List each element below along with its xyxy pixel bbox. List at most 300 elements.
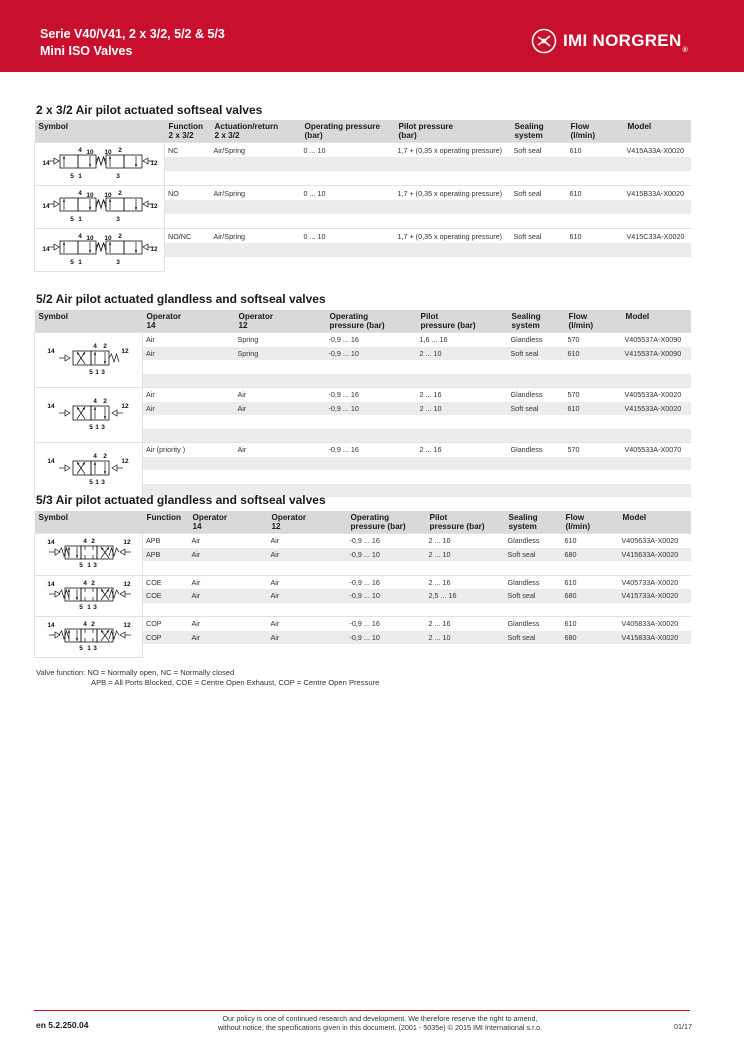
cell-flow: 680 xyxy=(562,631,619,645)
col-flow-text: Flow (l/min) xyxy=(568,312,594,330)
empty-cell xyxy=(395,214,511,229)
valve-function-notes xyxy=(36,668,379,688)
port-14-label: 14 xyxy=(46,403,55,410)
port-1-label: 1 xyxy=(86,645,91,652)
port-4-label: 4 xyxy=(77,147,82,154)
col-model: Model xyxy=(624,120,691,143)
empty-cell xyxy=(235,374,326,388)
cell-model: V415537A-X0090 xyxy=(622,347,691,361)
port-12-label: 12 xyxy=(122,622,131,629)
empty-cell xyxy=(268,561,347,575)
empty-cell xyxy=(268,644,347,658)
cell-operating: -0,9 ... 10 xyxy=(347,548,426,562)
empty-cell xyxy=(395,257,511,271)
empty-cell xyxy=(567,171,624,186)
valve-symbol-53 xyxy=(39,576,139,614)
port-3-label: 3 xyxy=(100,369,105,376)
cell-pilot: 1,7 + (0,35 x operating pressure) xyxy=(395,143,511,158)
table-header-row xyxy=(35,511,691,534)
valve-symbol-cell xyxy=(35,388,143,443)
port-12-label: 12 xyxy=(120,457,129,465)
col-operating-pressure xyxy=(347,511,426,534)
col-op14-text: Operator 14 xyxy=(146,312,182,330)
empty-cell xyxy=(417,470,508,484)
port-5-label: 5 xyxy=(88,369,93,376)
cell-sealing: Soft seal xyxy=(505,548,562,562)
port-2-label: 2 xyxy=(117,147,122,154)
cell-pilot: 1,7 + (0,35 x operating pressure) xyxy=(395,186,511,201)
cell-op14: Air xyxy=(189,534,268,548)
valve-symbol-53 xyxy=(39,617,139,655)
table-row xyxy=(35,534,691,548)
empty-cell xyxy=(417,374,508,388)
port-3-label: 3 xyxy=(115,173,120,180)
empty-cell xyxy=(326,484,417,498)
table-header-row xyxy=(35,310,691,333)
cell-model: V405533A-X0070 xyxy=(622,443,691,457)
cell-operating: 0 ... 10 xyxy=(301,229,395,244)
col-operating-pressure xyxy=(326,310,417,333)
cell-op12: Air xyxy=(268,548,347,562)
empty-cell xyxy=(567,214,624,229)
port-4-label: 4 xyxy=(82,621,87,628)
port-14-label: 14 xyxy=(41,160,50,167)
empty-cell xyxy=(235,429,326,443)
empty-cell xyxy=(622,374,691,388)
empty-cell xyxy=(508,360,565,374)
empty-cell xyxy=(326,374,417,388)
norgren-emblem-icon xyxy=(531,28,557,54)
valve-symbol-52 xyxy=(41,339,137,379)
cell-operating: 0 ... 10 xyxy=(301,143,395,158)
cell-flow: 610 xyxy=(567,143,624,158)
cell-op12: Spring xyxy=(235,347,326,361)
cell-op14: Air (priority ) xyxy=(143,443,235,457)
empty-cell xyxy=(235,415,326,429)
empty-cell xyxy=(622,457,691,471)
cell-operating: -0,9 ... 10 xyxy=(347,631,426,645)
cell-model: V415C33A-X0020 xyxy=(624,229,691,244)
cell-op12: Air xyxy=(268,575,347,589)
table-row xyxy=(35,575,691,589)
empty-cell xyxy=(347,644,426,658)
cell-model: V415533A-X0020 xyxy=(622,402,691,416)
empty-cell xyxy=(143,415,235,429)
empty-cell xyxy=(508,484,565,498)
empty-cell xyxy=(301,243,395,257)
empty-cell xyxy=(417,415,508,429)
col-pilot-pressure xyxy=(426,511,505,534)
valve-symbol-cell xyxy=(35,534,143,576)
empty-cell xyxy=(622,484,691,498)
cell-pilot: 2 ... 16 xyxy=(426,534,505,548)
empty-cell xyxy=(165,257,211,271)
col-operator-12 xyxy=(268,511,347,534)
spec-table-2x32 xyxy=(34,120,691,272)
empty-cell xyxy=(624,257,691,271)
valve-symbol-cell xyxy=(35,186,165,229)
cell-sealing: Soft seal xyxy=(508,347,565,361)
port-10-label: 10 xyxy=(85,192,94,199)
port-1-label: 1 xyxy=(77,216,82,223)
col-symbol: Symbol xyxy=(35,120,165,143)
port-4-label: 4 xyxy=(82,579,87,587)
col-actuation-text: Actuation/return 2 x 3/2 xyxy=(214,122,279,140)
col-op12-text: Operator 12 xyxy=(238,312,274,330)
col-sealing-text: Sealing system xyxy=(511,312,541,330)
page-number: 01/17 xyxy=(674,1022,692,1031)
port-12-label: 12 xyxy=(149,246,158,253)
cell-model: V415733A-X0020 xyxy=(619,589,691,603)
table-row xyxy=(35,143,691,158)
valve-symbol-cell xyxy=(35,143,165,186)
cell-op14: Air xyxy=(143,402,235,416)
port-2-label: 2 xyxy=(102,398,107,405)
cell-function: COP xyxy=(143,617,189,631)
cell-function: APB xyxy=(143,548,189,562)
cell-sealing: Glandless xyxy=(508,333,565,347)
empty-cell xyxy=(562,561,619,575)
port-1-label: 1 xyxy=(94,478,99,486)
port-5-label: 5 xyxy=(88,424,93,431)
empty-cell xyxy=(508,429,565,443)
cell-pilot: 2 ... 16 xyxy=(417,388,508,402)
empty-cell xyxy=(395,171,511,186)
spec-table-52 xyxy=(34,310,691,498)
cell-actuation: Air/Spring xyxy=(211,186,301,201)
empty-cell xyxy=(165,214,211,229)
cell-operating: -0,9 ... 10 xyxy=(347,589,426,603)
cell-op14: Air xyxy=(143,388,235,402)
empty-cell xyxy=(622,470,691,484)
table-row xyxy=(35,186,691,201)
cell-model: V415B33A-X0020 xyxy=(624,186,691,201)
empty-cell xyxy=(567,257,624,271)
port-10-label: 10 xyxy=(103,149,112,156)
col-operator-14 xyxy=(189,511,268,534)
cell-op12: Air xyxy=(268,617,347,631)
col-operating-text: Operating pressure (bar) xyxy=(304,122,381,140)
empty-cell xyxy=(211,214,301,229)
valve-symbol-cell xyxy=(35,333,143,388)
table-row xyxy=(35,443,691,457)
cell-pilot: 2 ... 16 xyxy=(426,617,505,631)
note-no-nc: Valve function: NO = Normally open, NC = Normally closed xyxy=(36,668,235,677)
cell-flow: 570 xyxy=(565,333,622,347)
col-pilot-pressure xyxy=(395,120,511,143)
empty-cell xyxy=(511,257,567,271)
empty-cell xyxy=(511,243,567,257)
empty-cell xyxy=(567,200,624,214)
empty-cell xyxy=(567,157,624,171)
empty-cell xyxy=(395,157,511,171)
empty-cell xyxy=(189,561,268,575)
cell-operating: 0 ... 10 xyxy=(301,186,395,201)
empty-cell xyxy=(426,603,505,617)
empty-cell xyxy=(143,360,235,374)
empty-cell xyxy=(189,644,268,658)
empty-cell xyxy=(143,374,235,388)
section-title-2x32: 2 x 3/2 Air pilot actuated softseal valves xyxy=(36,103,263,117)
empty-cell xyxy=(565,429,622,443)
policy-statement xyxy=(170,1014,590,1032)
empty-cell xyxy=(619,603,691,617)
empty-cell xyxy=(326,470,417,484)
port-5-label: 5 xyxy=(69,173,74,180)
empty-cell xyxy=(619,644,691,658)
empty-cell xyxy=(301,214,395,229)
valve-symbol-cell xyxy=(35,229,165,272)
valve-symbol-cell xyxy=(35,443,143,498)
spec-table-53 xyxy=(34,511,691,658)
empty-cell xyxy=(565,470,622,484)
empty-cell xyxy=(511,214,567,229)
empty-cell xyxy=(565,360,622,374)
empty-cell xyxy=(624,243,691,257)
cell-flow: 610 xyxy=(565,402,622,416)
port-12-label: 12 xyxy=(149,160,158,167)
empty-cell xyxy=(567,243,624,257)
cell-flow: 680 xyxy=(562,548,619,562)
cell-operating: -0,9 ... 16 xyxy=(347,534,426,548)
port-14-label: 14 xyxy=(46,580,55,588)
empty-cell xyxy=(326,457,417,471)
port-12-label: 12 xyxy=(149,203,158,210)
cell-actuation: Air/Spring xyxy=(211,229,301,244)
empty-cell xyxy=(624,157,691,171)
port-10-label: 10 xyxy=(103,235,112,242)
port-3-label: 3 xyxy=(115,259,120,266)
cell-op14: Air xyxy=(189,589,268,603)
empty-cell xyxy=(326,360,417,374)
col-model: Model xyxy=(619,511,691,534)
empty-cell xyxy=(426,644,505,658)
empty-cell xyxy=(211,157,301,171)
col-sealing xyxy=(508,310,565,333)
empty-cell xyxy=(268,603,347,617)
cell-sealing: Soft seal xyxy=(505,631,562,645)
empty-cell xyxy=(235,360,326,374)
cell-op12: Air xyxy=(268,534,347,548)
port-1-label: 1 xyxy=(86,562,91,570)
title-product: Mini ISO Valves xyxy=(40,44,133,58)
cell-op12: Air xyxy=(235,402,326,416)
empty-cell xyxy=(165,200,211,214)
empty-cell xyxy=(505,644,562,658)
port-5-label: 5 xyxy=(78,603,83,611)
port-2-label: 2 xyxy=(117,190,122,197)
cell-model: V405533A-X0020 xyxy=(622,388,691,402)
valve-symbol-52 xyxy=(41,394,137,434)
cell-flow: 610 xyxy=(562,575,619,589)
port-14-label: 14 xyxy=(46,348,55,355)
col-sealing xyxy=(511,120,567,143)
cell-sealing: Soft seal xyxy=(511,186,567,201)
port-3-label: 3 xyxy=(100,478,105,486)
empty-cell xyxy=(189,603,268,617)
col-op12-text: Operator 12 xyxy=(271,513,307,531)
cell-model: V415633A-X0020 xyxy=(619,548,691,562)
port-2-label: 2 xyxy=(90,621,95,628)
table-row xyxy=(35,333,691,347)
empty-cell xyxy=(622,429,691,443)
port-14-label: 14 xyxy=(46,539,55,547)
port-1-label: 1 xyxy=(94,369,99,376)
cell-model: V405537A-X0090 xyxy=(622,333,691,347)
col-flow-text: Flow (l/min) xyxy=(570,122,596,140)
port-4-label: 4 xyxy=(92,343,97,350)
cell-op14: Air xyxy=(189,548,268,562)
cell-operating: -0,9 ... 16 xyxy=(326,443,417,457)
empty-cell xyxy=(417,484,508,498)
cell-flow: 570 xyxy=(565,443,622,457)
empty-cell xyxy=(347,561,426,575)
empty-cell xyxy=(622,415,691,429)
empty-cell xyxy=(624,171,691,186)
col-function xyxy=(165,120,211,143)
cell-function: APB xyxy=(143,534,189,548)
empty-cell xyxy=(165,157,211,171)
col-symbol: Symbol xyxy=(35,511,143,534)
table-row xyxy=(35,229,691,244)
brand-registered: ® xyxy=(682,47,688,54)
cell-sealing: Glandless xyxy=(505,534,562,548)
empty-cell xyxy=(624,214,691,229)
brand-logo xyxy=(531,28,688,54)
empty-cell xyxy=(565,374,622,388)
cell-op12: Air xyxy=(268,589,347,603)
col-flow xyxy=(565,310,622,333)
port-2-label: 2 xyxy=(90,579,95,587)
empty-cell xyxy=(395,243,511,257)
col-actuation xyxy=(211,120,301,143)
empty-cell xyxy=(505,603,562,617)
empty-cell xyxy=(565,484,622,498)
col-operator-12 xyxy=(235,310,326,333)
port-5-label: 5 xyxy=(69,216,74,223)
cell-op12: Air xyxy=(235,388,326,402)
cell-sealing: Glandless xyxy=(508,388,565,402)
col-operating-text: Operating pressure (bar) xyxy=(329,312,385,330)
col-operating-pressure xyxy=(301,120,395,143)
empty-cell xyxy=(508,374,565,388)
cell-model: V405833A-X0020 xyxy=(619,617,691,631)
empty-cell xyxy=(143,429,235,443)
table-row xyxy=(35,388,691,402)
cell-pilot: 2 ... 10 xyxy=(426,548,505,562)
col-pilot-text: Pilot pressure (bar) xyxy=(420,312,476,330)
cell-flow: 570 xyxy=(565,388,622,402)
col-op14-text: Operator 14 xyxy=(192,513,228,531)
port-1-label: 1 xyxy=(94,424,99,431)
cell-op14: Air xyxy=(189,617,268,631)
port-12-label: 12 xyxy=(120,348,129,355)
port-5-label: 5 xyxy=(88,478,93,486)
port-14-label: 14 xyxy=(41,246,50,253)
valve-symbol-2x32 xyxy=(38,229,162,269)
empty-cell xyxy=(508,470,565,484)
empty-cell xyxy=(301,171,395,186)
col-pilot-text: Pilot pressure (bar) xyxy=(398,122,454,140)
cell-flow: 610 xyxy=(562,534,619,548)
col-flow-text: Flow (l/min) xyxy=(565,513,591,531)
port-4-label: 4 xyxy=(82,538,87,546)
col-pilot-pressure xyxy=(417,310,508,333)
empty-cell xyxy=(511,171,567,186)
empty-cell xyxy=(165,171,211,186)
cell-flow: 610 xyxy=(567,229,624,244)
cell-pilot: 2 ... 10 xyxy=(417,347,508,361)
cell-function: NO xyxy=(165,186,211,201)
empty-cell xyxy=(562,603,619,617)
cell-operating: -0,9 ... 16 xyxy=(326,333,417,347)
cell-sealing: Soft seal xyxy=(511,229,567,244)
cell-sealing: Soft seal xyxy=(505,589,562,603)
col-sealing-text: Sealing system xyxy=(514,122,544,140)
col-flow xyxy=(567,120,624,143)
cell-model: V405733A-X0020 xyxy=(619,575,691,589)
valve-symbol-53 xyxy=(39,534,139,572)
empty-cell xyxy=(511,200,567,214)
empty-cell xyxy=(395,200,511,214)
cell-model: V415833A-X0020 xyxy=(619,631,691,645)
empty-cell xyxy=(508,415,565,429)
port-2-label: 2 xyxy=(90,538,95,546)
cell-actuation: Air/Spring xyxy=(211,143,301,158)
port-2-label: 2 xyxy=(102,452,107,460)
cell-function: NO/NC xyxy=(165,229,211,244)
empty-cell xyxy=(165,243,211,257)
port-3-label: 3 xyxy=(92,562,97,570)
page-header xyxy=(0,0,744,72)
port-12-label: 12 xyxy=(122,580,131,588)
empty-cell xyxy=(562,644,619,658)
port-3-label: 3 xyxy=(115,216,120,223)
cell-function: COE xyxy=(143,589,189,603)
document-title xyxy=(40,26,225,60)
port-2-label: 2 xyxy=(117,233,122,240)
col-pilot-text: Pilot pressure (bar) xyxy=(429,513,485,531)
cell-operating: -0,9 ... 16 xyxy=(347,617,426,631)
port-10-label: 10 xyxy=(103,192,112,199)
cell-sealing: Glandless xyxy=(505,617,562,631)
port-14-label: 14 xyxy=(41,203,50,210)
cell-flow: 610 xyxy=(567,186,624,201)
cell-operating: -0,9 ... 16 xyxy=(326,388,417,402)
port-5-label: 5 xyxy=(69,259,74,266)
empty-cell xyxy=(417,360,508,374)
cell-sealing: Soft seal xyxy=(508,402,565,416)
empty-cell xyxy=(301,200,395,214)
cell-pilot: 1,7 + (0,35 x operating pressure) xyxy=(395,229,511,244)
valve-symbol-52 xyxy=(41,449,137,489)
section-title-52: 5/2 Air pilot actuated glandless and softseal valves xyxy=(36,292,326,306)
col-function: Function xyxy=(143,511,189,534)
empty-cell xyxy=(417,457,508,471)
empty-cell xyxy=(326,429,417,443)
port-14-label: 14 xyxy=(46,622,55,629)
empty-cell xyxy=(211,200,301,214)
empty-cell xyxy=(143,470,235,484)
empty-cell xyxy=(505,561,562,575)
note-apb-coe-cop: APB = All Ports Blocked, COE = Centre Open Exhaust, COP = Centre Open Pressure xyxy=(91,678,380,687)
col-model: Model xyxy=(622,310,691,333)
empty-cell xyxy=(426,561,505,575)
table-row xyxy=(35,617,691,631)
port-1-label: 1 xyxy=(77,173,82,180)
cell-pilot: 2 ... 16 xyxy=(426,575,505,589)
cell-pilot: 2 ... 10 xyxy=(426,631,505,645)
